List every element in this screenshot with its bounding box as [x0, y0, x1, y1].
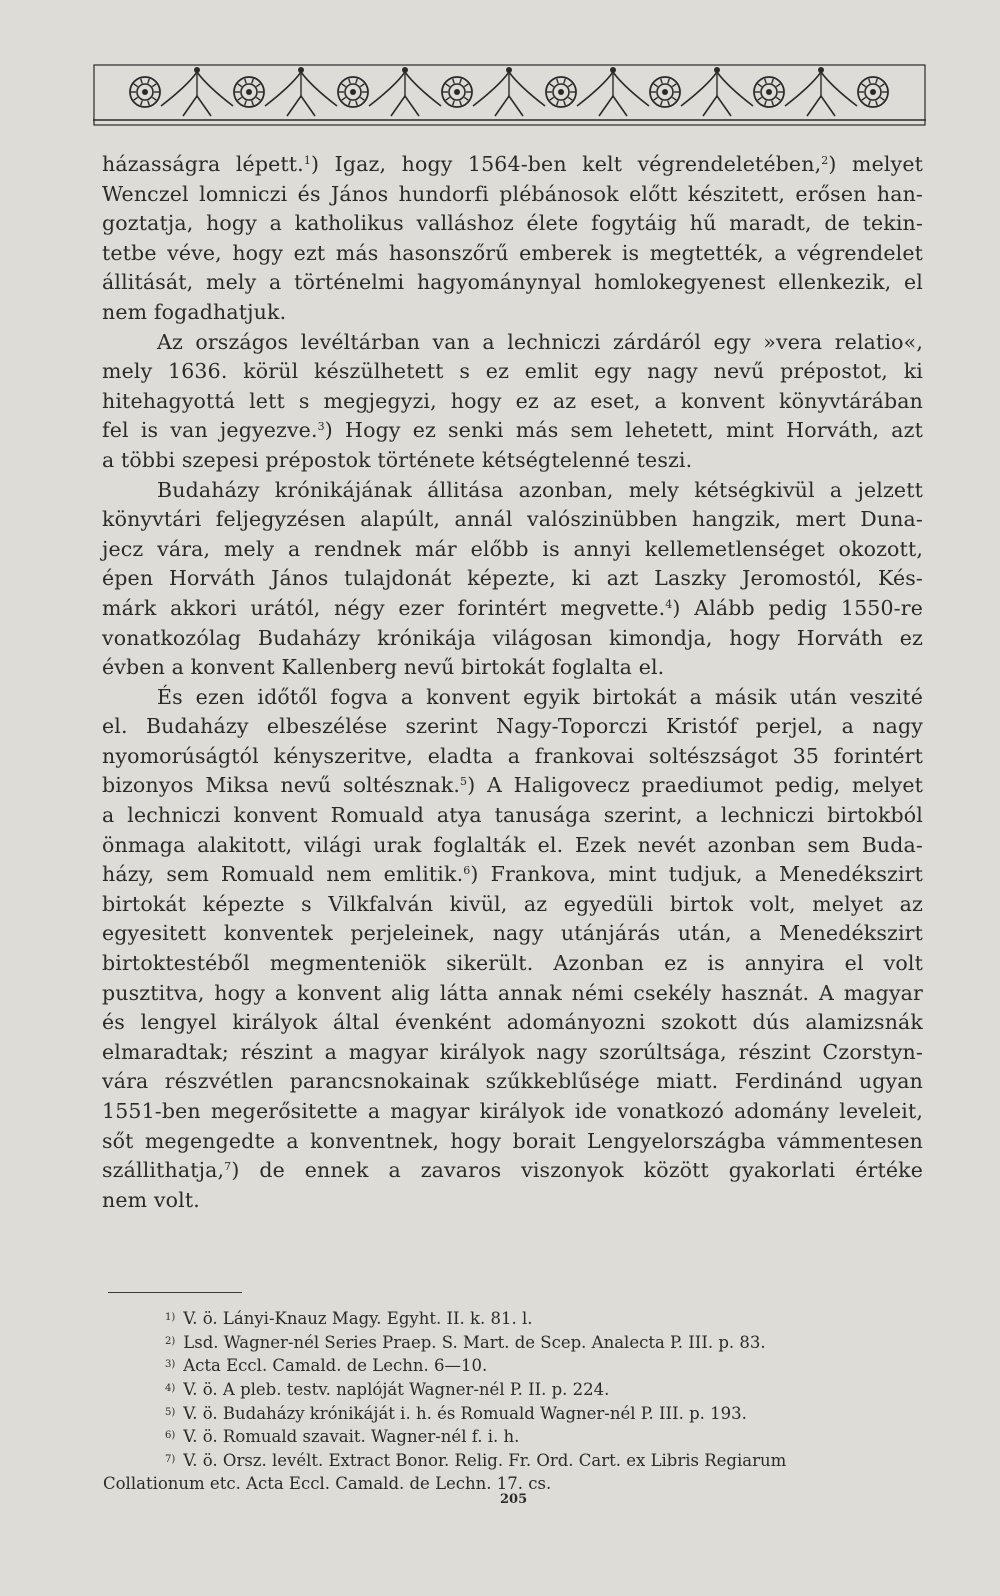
- body-line: [102, 150, 923, 180]
- text-segment: önmaga alakitott, világi urak foglalták el. Ezek nevét azonban sem Buda-: [102, 832, 923, 857]
- text-segment: Budaházy krónikájának állitása azonban, mely kétségkivül a jelzett: [157, 477, 923, 502]
- footnote-ref: 7: [224, 1160, 232, 1174]
- footnote-text: Collationum etc. Acta Eccl. Camald. de Lechn. 17. cs.: [103, 1473, 552, 1493]
- footnote-text: Lsd. Wagner-nél Series Praep. S. Mart. de Scep. Analecta P. III. p. 83.: [183, 1332, 766, 1352]
- body-line: [102, 712, 923, 742]
- text-segment: jecz vára, mely a rendnek már előbb is annyi kellemetlenséget okozott,: [102, 536, 923, 561]
- body-line: [102, 180, 923, 210]
- footnote-mark: 1): [165, 1312, 176, 1323]
- footnote: [103, 1401, 925, 1425]
- footnotes: [103, 1306, 925, 1496]
- footnote-mark: 2): [165, 1335, 176, 1347]
- text-segment: ) Frankova, mint tudjuk, a Menedékszirt: [470, 862, 923, 887]
- text-segment: goztatja, hogy a katholikus valláshoz élete fogytáig hű maradt, de tekin-: [102, 211, 923, 236]
- body-line: [102, 1156, 923, 1186]
- body-line: [102, 1038, 923, 1068]
- footnote-text: V. ö. Romuald szavait. Wagner-nél f. i. h.: [183, 1427, 520, 1447]
- text-segment: Wenczel lomniczi és János hundorfi plébánosok előtt készitett, erősen han-: [102, 181, 923, 206]
- text-segment: tetbe véve, hogy ezt más hasonszőrű emberek is megtették, a végrendelet: [102, 240, 923, 265]
- text-segment: könyvtári feljegyzésen alapúlt, annál valószinübben hangzik, mert Duna-: [102, 507, 923, 532]
- text-segment: pusztitva, hogy a konvent alig látta annak némi csekély hasznát. A magyar: [102, 980, 923, 1005]
- text-segment: 1551-ben megerősitette a magyar királyok ide vonatkozó adomány leveleit,: [102, 1099, 923, 1123]
- body-line: [102, 446, 923, 476]
- footnote-mark: 5): [165, 1406, 176, 1418]
- text-segment: hitehagyottá lett s megjegyzi, hogy ez az eset, a konvent könyvtárában: [102, 388, 923, 413]
- text-segment: ) A Haligovecz praediumot pedig, melyet: [467, 773, 923, 798]
- text-segment: vára részvétlen parancsnokainak szűkkeblűsége miatt. Ferdinánd ugyan: [102, 1069, 923, 1094]
- text-segment: ) Hogy ez senki más sem lehetett, mint Horváth, azt: [324, 418, 923, 443]
- body-line: [102, 1186, 923, 1216]
- text-segment: házasságra lépett.: [102, 152, 304, 176]
- footnote-text: V. ö. Orsz. levélt. Extract Bonor. Relig. Fr. Ord. Cart. ex Libris Regiarum: [183, 1451, 787, 1471]
- footnote-ref: 2: [821, 154, 829, 167]
- body-line: [102, 860, 923, 890]
- body-line: [102, 387, 923, 417]
- body-line: [102, 239, 923, 269]
- body-line: [102, 564, 923, 594]
- body-line: [102, 801, 923, 831]
- footnote-text: V. ö. A pleb. testv. naplóját Wagner-nél P. II. p. 224.: [183, 1380, 610, 1400]
- body-line: [102, 1127, 923, 1157]
- body-line: [102, 831, 923, 861]
- footnote: [103, 1353, 925, 1377]
- footnote-text: V. ö. Budaházy krónikáját i. h. és Romuald Wagner-nél P. III. p. 193.: [183, 1403, 747, 1423]
- footnote-ref: 5: [460, 775, 468, 789]
- page-number: 205: [500, 1492, 528, 1507]
- text-segment: házy, sem Romuald nem emlitik.: [102, 862, 464, 887]
- text-segment: elmaradtak; részint a magyar királyok nagy szorúltsága, részint Czorstyn-: [102, 1039, 923, 1064]
- footnote: [103, 1424, 925, 1448]
- text-segment: a többi szepesi prépostok története kétségtelenné teszi.: [102, 447, 693, 472]
- body-text: [102, 150, 923, 1215]
- footnote: [103, 1377, 925, 1401]
- text-segment: állitását, mely a történelmi hagyománynyal homlokegyenest ellenkezik, el: [102, 270, 923, 295]
- text-segment: márk akkori urától, négy ezer forintért megvette.: [102, 595, 666, 620]
- footnote-ref: 6: [463, 864, 471, 878]
- text-segment: fel is van jegyezve.: [102, 418, 318, 443]
- text-segment: évben a konvent Kallenberg nevű birtokát foglalta el.: [102, 655, 665, 680]
- body-line: [102, 357, 923, 387]
- footnote-divider: [108, 1292, 242, 1293]
- body-line: [102, 594, 923, 624]
- text-segment: és lengyel királyok által évenként adományozni szokott dús alamizsnák: [102, 1010, 923, 1035]
- body-line: [102, 209, 923, 239]
- body-line: [102, 949, 923, 979]
- footnote: [103, 1330, 925, 1354]
- text-segment: És ezen időtől fogva a konvent egyik birtokát a másik után veszité: [157, 684, 923, 709]
- text-segment: bizonyos Miksa nevű soltésznak.: [102, 773, 461, 798]
- footnote-ref: 4: [665, 597, 673, 611]
- footnote-ref: 3: [317, 420, 325, 434]
- footnote-mark: 7): [165, 1454, 176, 1466]
- text-segment: nem volt.: [102, 1187, 200, 1212]
- body-line: [102, 1067, 923, 1097]
- body-line: [102, 268, 923, 298]
- footnote: [103, 1306, 925, 1330]
- text-segment: el. Budaházy elbeszélése szerint Nagy-Toporczi Kristóf perjel, a nagy: [102, 714, 923, 739]
- body-line: [102, 771, 923, 801]
- body-line: [102, 505, 923, 535]
- text-segment: ) de ennek a zavaros viszonyok között gyakorlati értéke: [231, 1158, 923, 1183]
- body-line: [102, 653, 923, 683]
- text-segment: ) melyet: [828, 152, 923, 176]
- text-segment: vonatkozólag Budaházy krónikája világosan kimondja, hogy Horváth ez: [102, 625, 923, 650]
- text-segment: mely 1636. körül készülhetett s ez emlit egy nagy nevű prépostot, ki: [102, 359, 923, 384]
- body-line: [102, 416, 923, 446]
- body-line: [102, 890, 923, 920]
- footnote-mark: 3): [165, 1359, 176, 1371]
- body-line: [102, 298, 923, 328]
- text-segment: birtoktestéből megmenteniök sikerült. Azonban ez is annyira el volt: [102, 951, 923, 976]
- footnote-text: Acta Eccl. Camald. de Lechn. 6—10.: [183, 1356, 488, 1376]
- text-segment: szállithatja,: [102, 1158, 225, 1183]
- footnote-mark: 4): [165, 1383, 176, 1395]
- body-line: [102, 624, 923, 654]
- body-line: [102, 919, 923, 949]
- text-segment: a lechniczi konvent Romuald atya tanusága szerint, a lechniczi birtokból: [102, 803, 923, 828]
- text-segment: Az országos levéltárban van a lechniczi zárdáról egy »vera relatio«,: [157, 329, 923, 354]
- text-segment: nem fogadhatjuk.: [102, 299, 287, 324]
- text-segment: egyesitett konventek perjeleinek, nagy utánjárás után, a Menedékszirt: [102, 921, 923, 946]
- footnote-mark: 6): [165, 1430, 176, 1442]
- body-line: [102, 1097, 923, 1127]
- footnote: [103, 1448, 925, 1472]
- floral-rosette-border-icon: [93, 64, 926, 126]
- body-line: [102, 476, 923, 506]
- body-line: [102, 742, 923, 772]
- body-line: [102, 683, 923, 713]
- footnote-text: V. ö. Lányi-Knauz Magy. Egyht. II. k. 81. l.: [183, 1309, 533, 1328]
- text-segment: ) Igaz, hogy 1564-ben kelt végrendeletében,: [310, 152, 822, 176]
- body-line: [102, 328, 923, 358]
- text-segment: épen Horváth János tulajdonát képezte, ki azt Laszky Jeromostól, Kés-: [102, 566, 923, 591]
- text-segment: birtokát képezte s Vilkfalván kivül, az egyedüli birtok volt, melyet az: [102, 891, 923, 916]
- text-segment: nyomorúságtól kényszeritve, eladta a frankovai soltészságot 35 forintért: [102, 743, 923, 768]
- footnote-ref: 1: [303, 154, 311, 167]
- body-line: [102, 535, 923, 565]
- body-line: [102, 979, 923, 1009]
- text-segment: ) Alább pedig 1550-re: [672, 595, 923, 620]
- text-segment: sőt megengedte a konventnek, hogy borait Lengyelországba vámmentesen: [102, 1128, 923, 1153]
- body-line: [102, 1008, 923, 1038]
